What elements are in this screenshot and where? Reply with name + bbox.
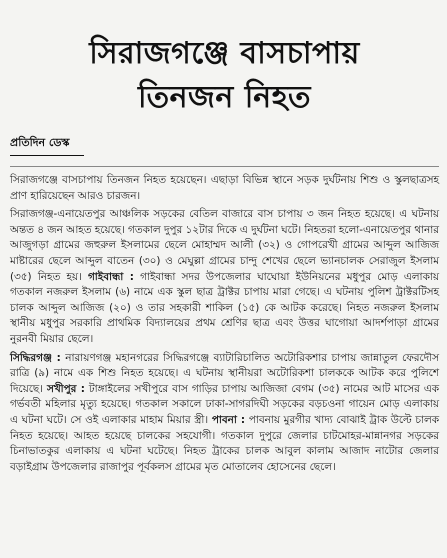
keyword-siddhirganj: সিদ্ধিরগঞ্জ : bbox=[10, 351, 61, 364]
divider bbox=[10, 166, 439, 167]
paragraph-siddhirganj bbox=[10, 351, 439, 476]
paragraph-sirajganj bbox=[10, 207, 439, 347]
article-body bbox=[10, 173, 439, 475]
paragraph-pabna-text: পাবনায় মুরগীর খাদ্য বোঝাই ট্রাক উল্টে চালক নিহত হয়েছে। আহত হয়েছে চালকের সহযোগী। গতকাল দুপুরে জেলার চাটমোহর-মান্নানগর সড়কের চিনাভাতকুর এলাকায় এ ঘটনা ঘটেছে। নিহত ট্রাকের চালক আবুল কালাম আজাদ নাটোর জেলার বড়াইগ্রাম উপজেলার রাজাপুর পূর্বকলস গ্রামের মৃত মোতালেব হোসেনের ছেলে। bbox=[10, 413, 439, 473]
byline: প্রতিদিন ডেস্ক bbox=[10, 136, 70, 149]
headline-line-1: সিরাজগঞ্জে বাসচাপায় bbox=[89, 36, 360, 71]
headline bbox=[10, 32, 439, 120]
lede-paragraph: সিরাজগঞ্জে বাসচাপায় তিনজন নিহত হয়েছেন। এছাড়া বিভিন্ন স্থানে সড়ক দুর্ঘটনায় শিশু ও স্কুলছাত্রসহ প্রাণ হারিয়েছেন আরও চারজন। bbox=[10, 174, 439, 202]
keyword-sakhipur: সখীপুর : bbox=[46, 382, 85, 395]
byline-underline bbox=[10, 155, 84, 156]
headline-line-2: তিনজন নিহত bbox=[138, 80, 311, 115]
paragraph-gaibandha-text: গাইবান্ধা সদর উপজেলার ঘাঘোয়া ইউনিয়নের মধুপুর মোড় এলাকায় গতকাল নজরুল ইসলাম (৬) নামে এক স্কুল ছাত্র ট্রাক্টর চাপায় মারা গেছে। এ ঘটনায় পুলিশ ট্রাক্টরটিসহ চালক আব্দুল আজিজ (২০) ও তার সহকারী শাকিল (১৫) কে আটক করেছে। নিহত নজরুল ইসলাম স্থানীয় মধুপুর সরকারি প্রাথমিক বিদ্যালয়ের প্রথম শ্রেণির ছাত্র এবং উত্তর ঘাগোয়া আদর্শপাড়া গ্রামের নুরনবী মিয়ার ছেলে। bbox=[10, 270, 439, 345]
paragraph-sakhipur-text: টাঙ্গাইলের সখীপুরে বাস গাড়ির চাপায় আজিজা বেগম (৩৫) নামের আট মাসের এক গর্ভবতী মহিলার মৃত্যু হয়েছে। গতকাল সকালে ঢাকা-সাগরদিঘী সড়কের বড়চওনা গায়েন মোড় এলাকায় এ ঘটনা ঘটে। সে ওই এলাকার মাহাম মিয়ার স্ত্রী। bbox=[10, 382, 440, 426]
paragraph-sirajganj-text: সিরাজগঞ্জ-এনায়েতপুর আঞ্চলিক সড়কের বেতিল বাজারে বাস চাপায় ৩ জন নিহত হয়েছে। এ ঘটনায় অন্তত ৪ জন আহত হয়েছে। গতকাল দুপুর ১২টার দিকে এ দুর্ঘটনা ঘটে। নিহতরা হলো-এনায়েতপুর থানার আজুগড়া গ্রামের জহুরুল ইসলামের ছেলে মোহাম্মদ আলী (৩২) ও গোপরেখী গ্রামের আব্দুল আজিজ মাষ্টারের ছেলে আব্দুল বাতেন (৩০) ও মেঘুল্লা গ্রামের চান্দু শেখের ছেলে ভ্যানচালক সেরাজুল ইসলাম (৩৫) নিহত হয়। bbox=[10, 208, 439, 283]
keyword-pabna: পাবনা : bbox=[211, 413, 246, 426]
keyword-gaibandha: গাইবান্ধা : bbox=[87, 270, 134, 283]
paragraph-siddhirganj-text: নারায়ণগঞ্জ মহানগরের সিদ্ধিরগঞ্জে ব্যাটারিচালিত অটোরিকশার চাপায় জান্নাতুল ফেরদৌস রাত্রি (৯) নামে এক শিশু নিহত হয়েছে। এ ঘটনায় স্থানীয়রা অটোরিকশা চালককে আটক করে পুলিশে দিয়েছে। bbox=[10, 351, 439, 395]
